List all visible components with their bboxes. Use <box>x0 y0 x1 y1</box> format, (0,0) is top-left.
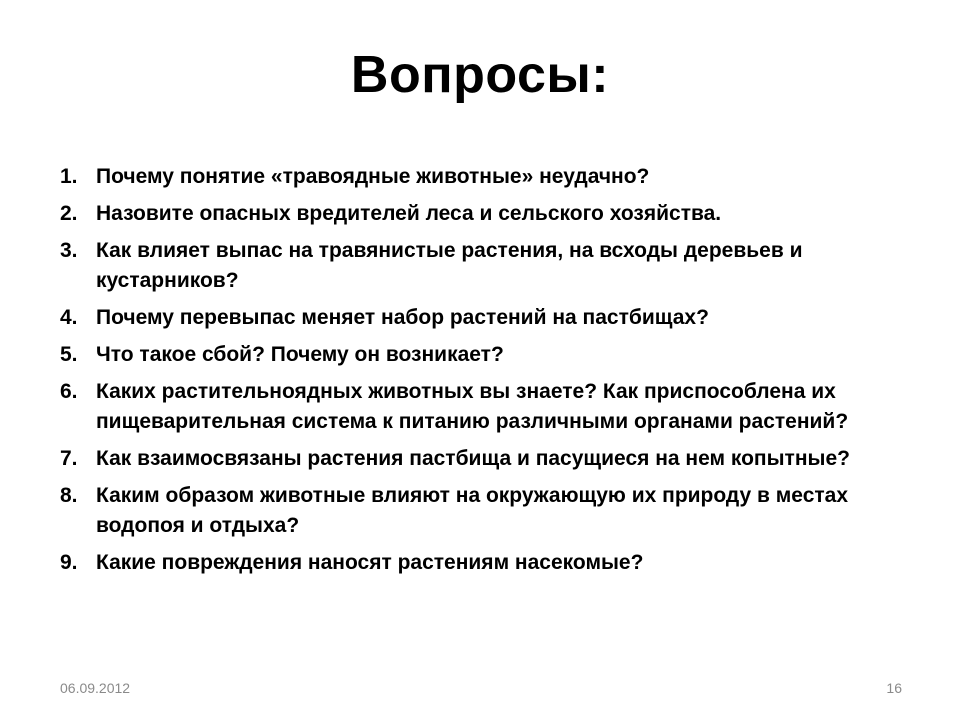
question-number: 2. <box>60 202 78 225</box>
question-number: 5. <box>60 343 78 366</box>
question-text: Как взаимосвязаны растения пастбища и пасущиеся на нем копытные? <box>96 447 850 470</box>
question-number: 6. <box>60 380 78 403</box>
page-number: 16 <box>886 680 902 696</box>
question-number: 8. <box>60 484 78 507</box>
question-item <box>60 303 940 333</box>
question-item <box>60 377 940 437</box>
question-text: Что такое сбой? Почему он возникает? <box>96 343 504 366</box>
question-number: 1. <box>60 165 78 188</box>
question-item <box>60 236 940 296</box>
question-text: Каким образом животные влияют на окружающую их природу в местах водопоя и отдыха? <box>96 484 849 537</box>
slide-title: Вопросы: <box>350 46 610 104</box>
question-item <box>60 444 940 474</box>
footer-date: 06.09.2012 <box>60 680 131 696</box>
question-number: 3. <box>60 239 78 262</box>
question-item <box>60 340 940 370</box>
question-text: Назовите опасных вредителей леса и сельского хозяйства. <box>96 202 722 225</box>
question-number: 9. <box>60 551 78 574</box>
question-item <box>60 481 940 541</box>
question-item <box>60 548 940 578</box>
question-item <box>60 199 940 229</box>
question-number: 4. <box>60 306 78 329</box>
question-text: Каких растительноядных животных вы знаете? Как приспособлена их пищеварительная система к питанию различными органами растений? <box>96 380 849 433</box>
question-number: 7. <box>60 447 78 470</box>
question-item <box>60 162 940 192</box>
questions-list <box>60 162 940 585</box>
question-text: Какие повреждения наносят растениям насекомые? <box>96 551 644 574</box>
question-text: Почему понятие «травоядные животные» неудачно? <box>96 165 650 188</box>
question-text: Как влияет выпас на травянистые растения, на всходы деревьев и кустарников? <box>96 239 803 292</box>
question-text: Почему перевыпас меняет набор растений на пастбищах? <box>96 306 709 329</box>
